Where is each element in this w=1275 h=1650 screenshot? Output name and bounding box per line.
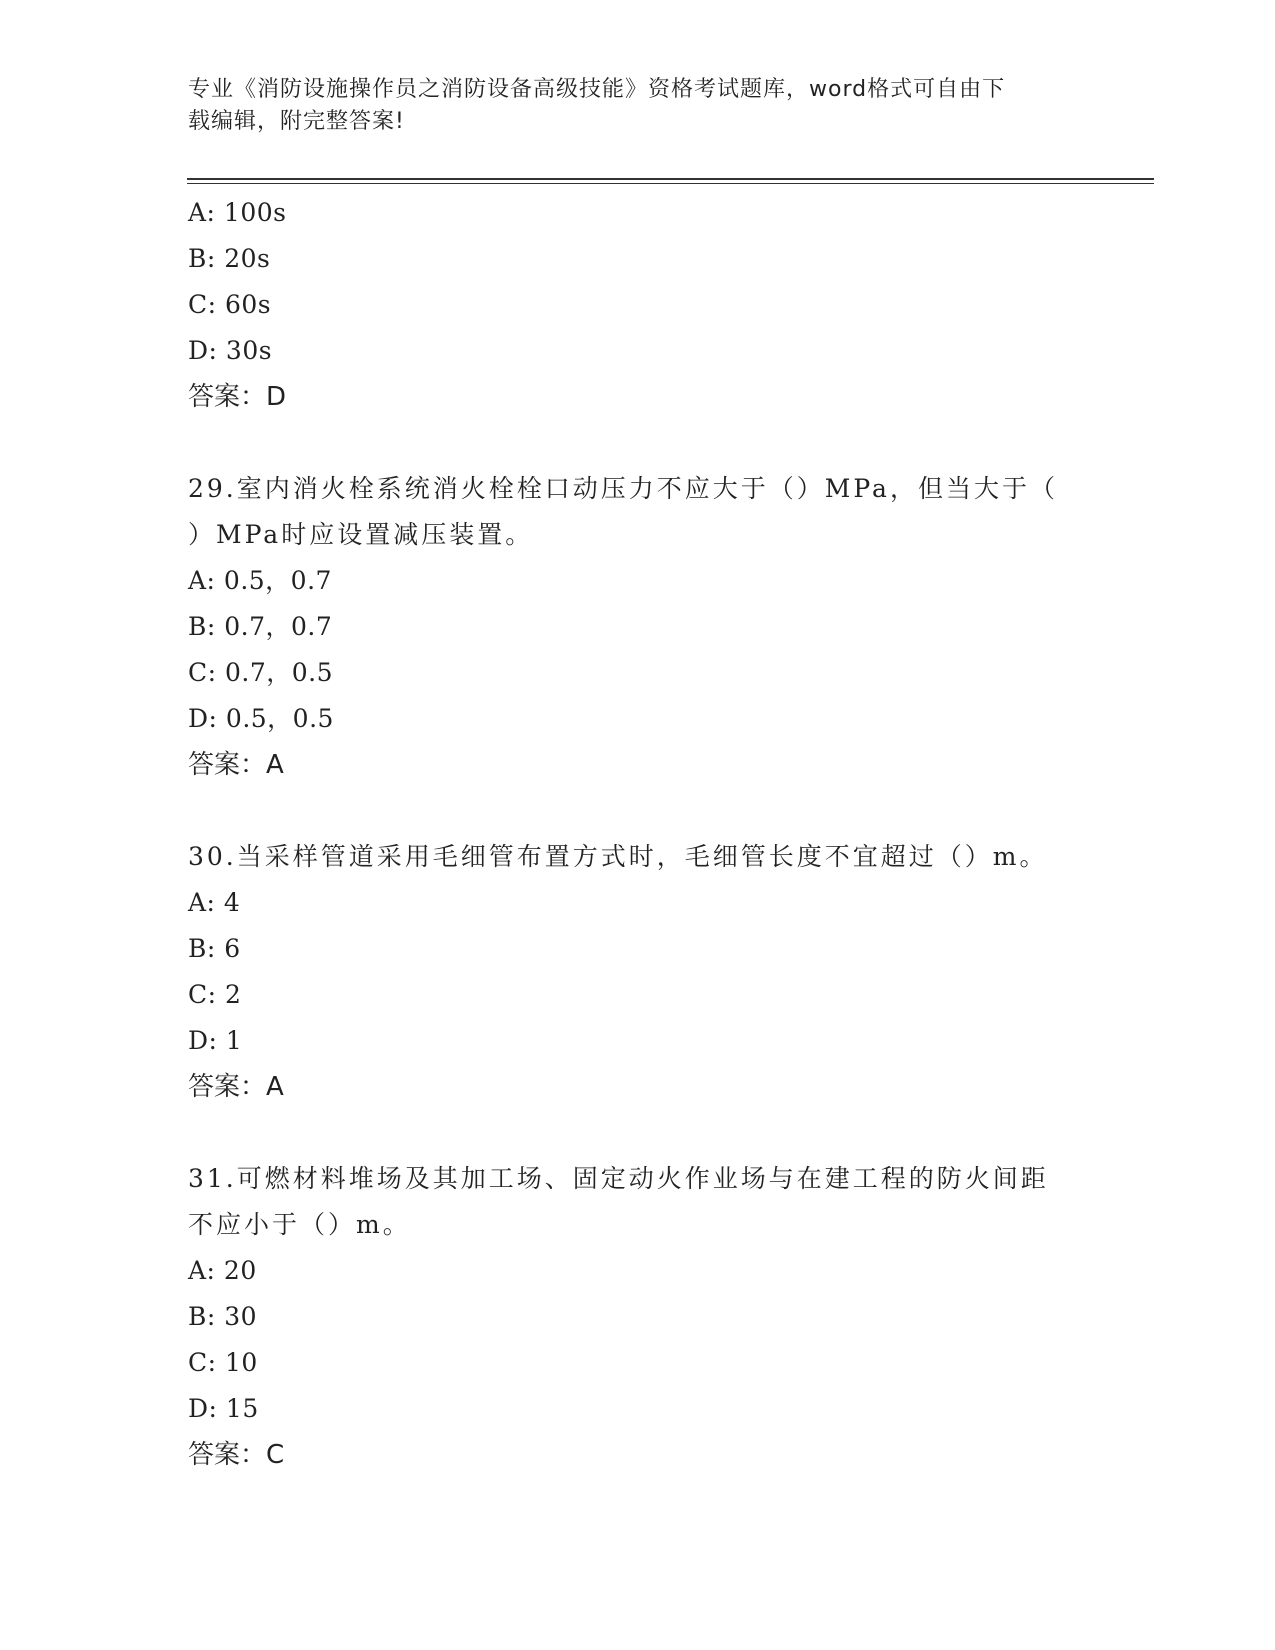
header-line-1: 专业《消防设施操作员之消防设备高级技能》资格考试题库，word格式可自由下 bbox=[188, 77, 1006, 102]
document-header bbox=[188, 74, 1088, 138]
option-a: A: 4 bbox=[188, 888, 241, 917]
question-30 bbox=[188, 834, 1088, 1110]
spacer bbox=[188, 420, 1088, 466]
spacer bbox=[188, 788, 1088, 834]
question-stem bbox=[188, 466, 1088, 558]
answer-label: 答案：A bbox=[188, 1072, 284, 1102]
option-c: C: 10 bbox=[188, 1348, 258, 1377]
answer-label: 答案：A bbox=[188, 750, 284, 780]
option-b: B: 0.7，0.7 bbox=[188, 612, 333, 641]
stem-line-2: 不应小于（）m。 bbox=[188, 1210, 411, 1239]
question-28-partial bbox=[188, 190, 1088, 420]
stem-line-1: 30.当采样管道采用毛细管布置方式时，毛细管长度不宜超过（）m。 bbox=[188, 842, 1048, 871]
option-d: D: 0.5，0.5 bbox=[188, 704, 334, 733]
option-c: C: 60s bbox=[188, 290, 272, 319]
option-d: D: 15 bbox=[188, 1394, 259, 1423]
option-c: C: 0.7，0.5 bbox=[188, 658, 334, 687]
answer-label: 答案：D bbox=[188, 382, 287, 412]
question-29 bbox=[188, 466, 1088, 788]
option-a: A: 100s bbox=[188, 198, 287, 227]
header-divider-thick bbox=[187, 178, 1154, 180]
option-b: B: 20s bbox=[188, 244, 271, 273]
question-list bbox=[188, 190, 1088, 1478]
option-b: B: 6 bbox=[188, 934, 241, 963]
header-divider-thin bbox=[187, 183, 1154, 184]
stem-line-1: 29.室内消火栓系统消火栓栓口动压力不应大于（）MPa，但当大于（ bbox=[188, 474, 1058, 503]
answer-label: 答案：C bbox=[188, 1440, 285, 1470]
question-31 bbox=[188, 1156, 1088, 1478]
option-a: A: 20 bbox=[188, 1256, 257, 1285]
option-c: C: 2 bbox=[188, 980, 242, 1009]
stem-line-1: 31.可燃材料堆场及其加工场、固定动火作业场与在建工程的防火间距 bbox=[188, 1164, 1049, 1193]
option-d: D: 30s bbox=[188, 336, 273, 365]
option-a: A: 0.5，0.7 bbox=[188, 566, 332, 595]
option-b: B: 30 bbox=[188, 1302, 258, 1331]
question-stem bbox=[188, 1156, 1088, 1248]
spacer bbox=[188, 1110, 1088, 1156]
stem-line-2: ）MPa时应设置减压装置。 bbox=[188, 520, 534, 549]
question-stem bbox=[188, 834, 1088, 880]
option-d: D: 1 bbox=[188, 1026, 243, 1055]
header-line-2: 载编辑，附完整答案! bbox=[188, 109, 405, 134]
